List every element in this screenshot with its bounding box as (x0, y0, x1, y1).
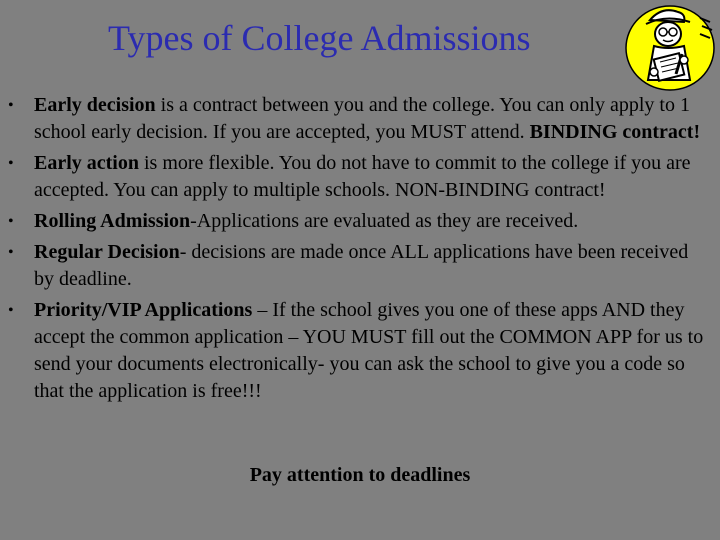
footer-note (0, 462, 720, 489)
list-item (0, 150, 716, 204)
description: is more flexible. You do not have to commit to the college if you are accepted. You can apply to multiple schools. NON-BINDING contract! (34, 152, 691, 201)
admission-types-list (0, 92, 716, 409)
description: - decisions are made once ALL applications have been received by deadline. (34, 241, 689, 290)
list-item (0, 297, 716, 405)
bullet-icon: • (8, 244, 14, 261)
term-regular-decision: Regular Decision (34, 241, 180, 263)
term-priority-vip: Priority/VIP Applications (34, 299, 253, 321)
bullet-icon: • (8, 213, 14, 230)
detective-with-notepad-icon (620, 0, 720, 96)
description: is a contract between you and the college. You can only apply to 1 school early decision. If you are accepted, you MUST attend. (34, 94, 690, 143)
bullet-icon: • (8, 155, 14, 172)
term-early-decision: Early decision (34, 94, 156, 116)
list-item (0, 239, 716, 293)
term-rolling-admission: Rolling Admission (34, 210, 191, 232)
emphasis: BINDING contract! (529, 121, 701, 143)
description: – If the school gives you one of these apps AND they accept the common application – YOU MUST fill out the COMMON APP for us to send your documents electronically- you can ask the school to give you a code so that the application is free!!! (34, 299, 704, 402)
term-early-action: Early action (34, 152, 139, 174)
footer-text: Pay attention to deadlines (249, 464, 471, 486)
bullet-icon: • (8, 97, 14, 114)
slide-title: Types of College Admissions (108, 18, 531, 58)
description: -Applications are evaluated as they are received. (190, 210, 579, 232)
list-item (0, 92, 716, 146)
bullet-icon: • (8, 302, 14, 319)
list-item (0, 208, 716, 235)
